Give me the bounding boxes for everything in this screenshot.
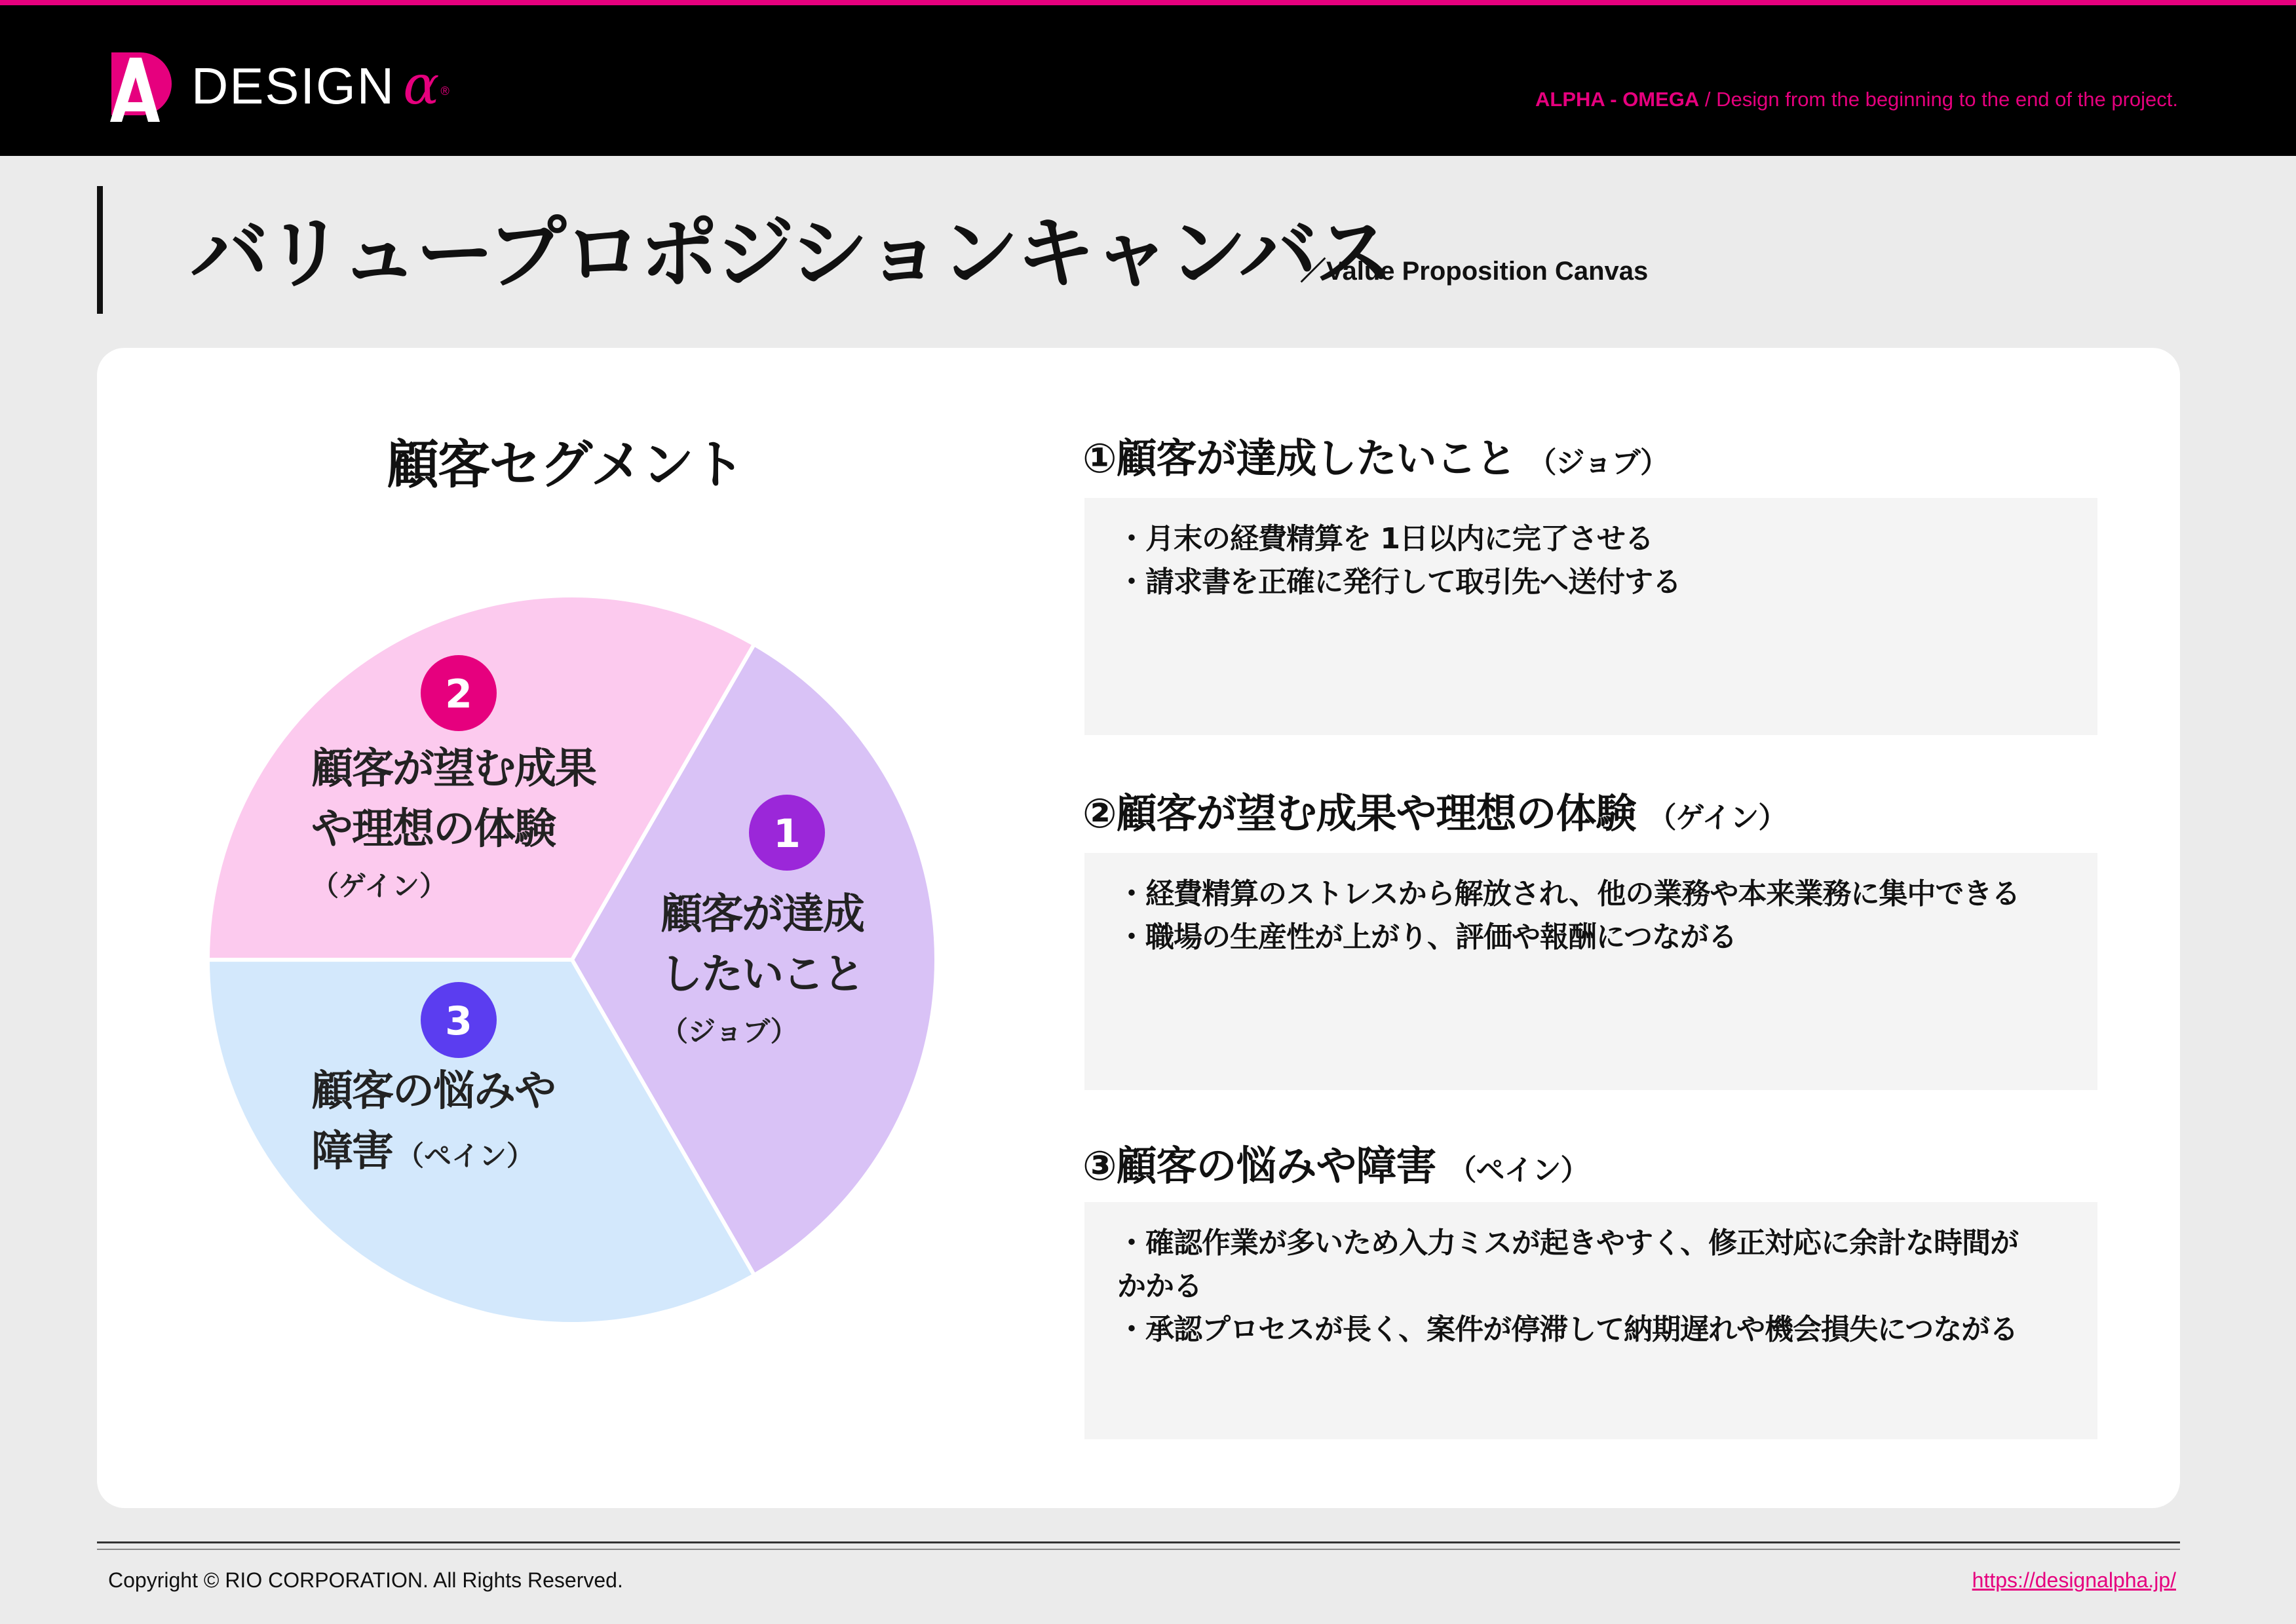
header-tagline bbox=[1535, 86, 2178, 113]
slice-label-line1: 顧客の悩みや bbox=[311, 1067, 555, 1116]
site-link[interactable]: https://designalpha.jp/ bbox=[1972, 1568, 2176, 1592]
section-box-pain bbox=[1084, 1202, 2097, 1439]
section-box-job bbox=[1084, 498, 2097, 735]
list-item: かかる bbox=[1117, 1270, 1202, 1303]
slice-label-line1: 顧客が望む成果 bbox=[311, 745, 596, 793]
brand-logo-icon[interactable] bbox=[98, 48, 172, 126]
section-title: ②顧客が望む成果や理想の体験 bbox=[1082, 789, 1636, 837]
list-item: ・請求書を正確に発行して取引先へ送付する bbox=[1117, 565, 1681, 599]
slice-label-note: （ゲイン） bbox=[311, 870, 448, 902]
segment-title: 顧客セグメント bbox=[387, 434, 744, 495]
section-note: （ペイン） bbox=[1447, 1154, 1589, 1187]
section-heading-gain bbox=[1082, 787, 1786, 844]
section-box-gain bbox=[1084, 853, 2097, 1090]
page-subtitle: ／Value Proposition Canvas bbox=[1300, 257, 1649, 286]
segment-pie-chart bbox=[205, 593, 939, 1327]
section-title: ①顧客が達成したいこと bbox=[1082, 434, 1516, 482]
section-note: （ジョブ） bbox=[1527, 446, 1669, 480]
list-item: ・経費精算のストレスから解放され、他の業務や本来業務に集中できる bbox=[1117, 877, 2020, 911]
slice-label-line2: や理想の体験 bbox=[311, 805, 555, 854]
slice-label-note: （ジョブ） bbox=[660, 1015, 798, 1048]
section-title: ③顧客の悩みや障害 bbox=[1082, 1142, 1436, 1190]
section-heading-job bbox=[1082, 432, 1668, 489]
brand-alpha-symbol: α bbox=[403, 54, 441, 117]
footer-divider bbox=[97, 1541, 2180, 1543]
copyright-text: Copyright © RIO CORPORATION. All Rights Reserved. bbox=[108, 1568, 623, 1592]
tagline-rest: / Design from the beginning to the end of the project. bbox=[1699, 88, 2178, 111]
section-heading-pain bbox=[1082, 1140, 1589, 1197]
page-title: バリュープロポジションキャンバス bbox=[190, 208, 1391, 299]
registered-mark: ® bbox=[440, 85, 451, 98]
list-item: ・職場の生産性が上がり、評価や報酬につながる bbox=[1117, 920, 1737, 954]
slice-label-line1: 顧客が達成 bbox=[660, 890, 864, 939]
list-item: ・承認プロセスが長く、案件が停滞して納期遅れや機会損失につながる bbox=[1117, 1313, 2018, 1346]
section-note: （ゲイン） bbox=[1647, 801, 1787, 835]
title-accent-bar bbox=[97, 186, 103, 314]
list-item: ・確認作業が多いため入力ミスが起きやすく、修正対応に余計な時間が bbox=[1117, 1226, 2019, 1260]
tagline-bold: ALPHA - OMEGA bbox=[1535, 88, 1700, 111]
badge-number: 2 bbox=[445, 671, 472, 717]
brand-text: DESIGN bbox=[191, 57, 396, 115]
header-bar bbox=[0, 0, 2296, 156]
slice-label-line2: したいこと bbox=[660, 951, 864, 999]
badge-number: 3 bbox=[445, 998, 472, 1044]
slice-label-line2: 障害 bbox=[311, 1127, 392, 1176]
badge-number: 1 bbox=[773, 811, 801, 857]
slice-label-note: （ペイン） bbox=[396, 1140, 535, 1172]
footer-divider-thin bbox=[97, 1549, 2180, 1550]
brand-name bbox=[191, 56, 451, 115]
list-item: ・月末の経費精算を 1日以内に完了させる bbox=[1117, 522, 1653, 556]
